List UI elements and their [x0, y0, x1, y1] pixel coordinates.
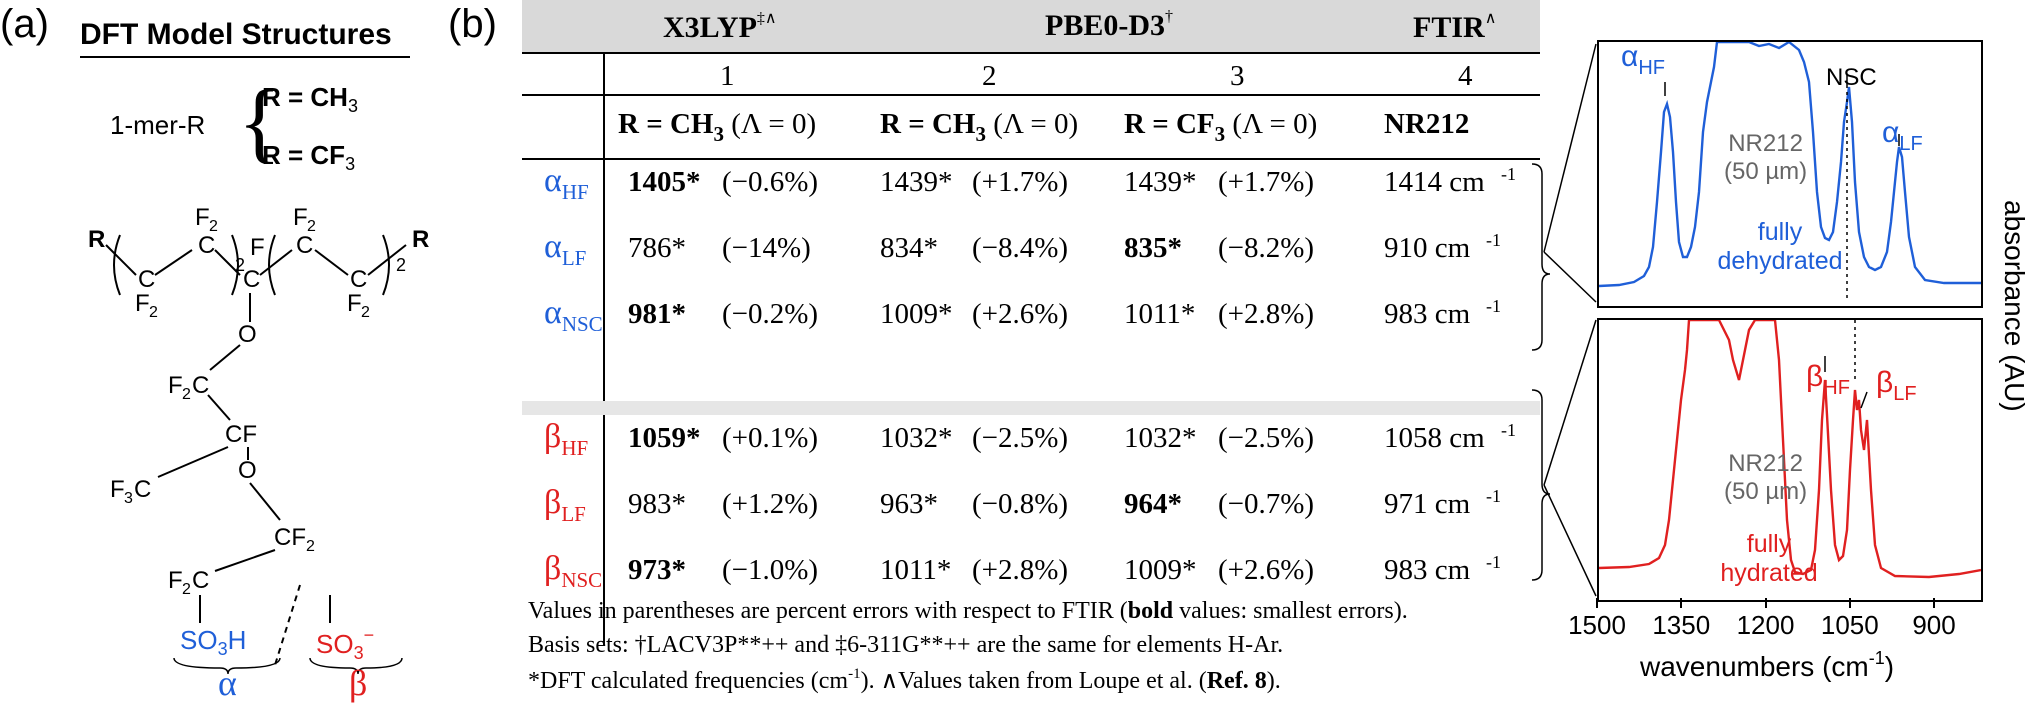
ftir-value: 1058 cm	[1384, 422, 1485, 454]
svg-text:2: 2	[209, 218, 218, 235]
ftir-value: 983 cm	[1384, 298, 1471, 330]
pbe0-ch3-error: (+1.7%)	[972, 166, 1069, 198]
alpha-symbol: α	[218, 663, 237, 703]
ftir-value: 1414 cm	[1384, 166, 1485, 198]
pbe0-ch3-value: 963*	[880, 488, 938, 520]
pbe0-ch3-error: (+2.8%)	[972, 554, 1069, 586]
panel-b-label: (b)	[448, 2, 497, 46]
x3lyp-ch3-value: 1059*	[628, 422, 701, 454]
ftir-unit-exponent: -1	[1486, 230, 1501, 250]
svg-text:2: 2	[306, 538, 315, 555]
pbe0-cf3-value: 1439*	[1124, 166, 1197, 198]
pbe0-ch3-value: 1439*	[880, 166, 953, 198]
pbe0-ch3-error: (−8.4%)	[972, 232, 1069, 264]
svg-text:F: F	[168, 372, 183, 399]
col-head-2: $R = CH_3$ (Λ = 0)	[880, 108, 1079, 146]
pbe0-cf3-value: 1011*	[1124, 298, 1196, 330]
hydrated-state-label: fully hydrated	[1720, 530, 1818, 587]
svg-text:C: C	[134, 476, 152, 503]
hydrated-sample-label: NR212 (50 µm)	[1724, 450, 1808, 505]
footnote-line-2: Basis sets: †LACV3P**++ and ‡6-311G**++ are the same for elements H-Ar.	[528, 632, 1284, 658]
svg-text:C: C	[192, 372, 210, 399]
zoom-connector-lines	[1540, 40, 1598, 600]
col-number-4: 4	[1458, 60, 1473, 92]
pbe0-ch3-error: (+2.6%)	[972, 298, 1069, 330]
panel-a-title-rule	[80, 56, 410, 58]
svg-text:F: F	[195, 204, 210, 231]
col-head-4: NR212	[1384, 108, 1470, 140]
pbe0-ch3-value: 1009*	[880, 298, 953, 330]
x3lyp-ch3-value: 1405*	[628, 166, 701, 198]
x-tick-label: 1050	[1820, 610, 1879, 640]
pbe0-cf3-error: (+1.7%)	[1218, 166, 1315, 198]
x3lyp-ch3-value: 981*	[628, 298, 686, 330]
pbe0-cf3-error: (−0.7%)	[1218, 488, 1315, 520]
footnote-line-3: *DFT calculated frequencies $(cm^{-1})$. ∧Values taken from Loupe et al. (Ref. 8).	[528, 666, 1281, 694]
polymer-structure-diagram	[80, 195, 440, 695]
x3lyp-ch3-error: (+0.1%)	[722, 422, 819, 454]
ftir-value: 971 cm	[1384, 488, 1471, 520]
sulfonate-label: $SO_3^-$	[316, 625, 375, 663]
svg-text:F: F	[135, 290, 150, 317]
x-tick-label: 1200	[1736, 610, 1795, 640]
row-label: $\beta_{NSC}$	[544, 550, 603, 592]
x3lyp-ch3-error: (+1.2%)	[722, 488, 819, 520]
beta-symbol: β	[349, 663, 368, 703]
col-head-1: $R = CH_3$ (Λ = 0)	[618, 108, 817, 146]
x-tick-mark	[1596, 598, 1598, 608]
pbe0-cf3-error: (−2.5%)	[1218, 422, 1315, 454]
svg-text:C: C	[198, 232, 216, 259]
pbe0-cf3-value: 964*	[1124, 488, 1182, 520]
svg-text:3: 3	[124, 490, 133, 507]
pbe0-ch3-error: (−0.8%)	[972, 488, 1069, 520]
r-ch3-label: $R = CH_3$	[262, 82, 358, 116]
table-rule-heads	[522, 158, 1540, 160]
svg-text:O: O	[238, 321, 257, 348]
svg-text:R: R	[412, 226, 430, 253]
x-tick-label: 900	[1912, 610, 1956, 640]
ftir-unit-exponent: -1	[1501, 420, 1516, 440]
svg-text:CF: CF	[225, 421, 257, 448]
row-label: $\beta_{LF}$	[544, 484, 586, 526]
ftir-unit-exponent: -1	[1486, 296, 1501, 316]
ftir-unit-exponent: -1	[1501, 164, 1516, 184]
x3lyp-ch3-value: 973*	[628, 554, 686, 586]
peak-beta-lf-label: $\beta_{LF}$	[1876, 366, 1917, 405]
x3lyp-ch3-value: 786*	[628, 232, 686, 264]
svg-text:O: O	[238, 457, 257, 484]
ftir-value: 983 cm	[1384, 554, 1471, 586]
svg-text:C: C	[192, 567, 210, 594]
group-pbe0-d3: PBE0-D3†	[1045, 8, 1173, 42]
svg-text:F: F	[168, 567, 183, 594]
mer-label: 1-mer-R	[110, 110, 206, 140]
svg-text:2: 2	[182, 581, 191, 598]
row-label: $\alpha_{NSC}$	[544, 294, 603, 336]
panel-a-label: (a)	[0, 2, 49, 46]
pbe0-cf3-value: 1009*	[1124, 554, 1197, 586]
pbe0-cf3-error: (+2.8%)	[1218, 298, 1315, 330]
col-number-3: 3	[1230, 60, 1245, 92]
nsc-label: NSC	[1826, 64, 1877, 91]
svg-text:R: R	[88, 226, 106, 253]
row-label: $\alpha_{HF}$	[544, 162, 589, 204]
group-ftir: FTIR∧	[1413, 10, 1497, 44]
svg-text:2: 2	[182, 386, 191, 403]
sulfonic-acid-label: $SO_3H$	[180, 625, 247, 659]
svg-text:CF: CF	[274, 524, 306, 551]
row-label: $\alpha_{LF}$	[544, 228, 587, 270]
r-cf3-label: $R = CF_3$	[262, 140, 356, 174]
peak-alpha-hf-label: $\alpha_{HF}$	[1621, 40, 1666, 79]
pbe0-ch3-value: 1032*	[880, 422, 953, 454]
pbe0-cf3-error: (+2.6%)	[1218, 554, 1315, 586]
svg-text:C: C	[296, 232, 314, 259]
peak-beta-hf-label: $\beta_{HF}$	[1806, 360, 1850, 399]
ftir-unit-exponent: -1	[1486, 552, 1501, 572]
peak-alpha-lf-label: $\alpha_{LF}$	[1882, 116, 1923, 155]
pbe0-cf3-error: (−8.2%)	[1218, 232, 1315, 264]
x-axis-label: wavenumbers $(cm^{-1})$	[1640, 648, 1895, 682]
ftir-unit-exponent: -1	[1486, 486, 1501, 506]
table-group-separator	[522, 401, 1540, 415]
table-rule-top	[522, 52, 1540, 54]
x-tick-mark	[1765, 598, 1767, 608]
x-tick-label: 1350	[1652, 610, 1711, 640]
dehydrated-state-label: fully dehydrated	[1717, 218, 1843, 275]
pbe0-cf3-value: 835*	[1124, 232, 1182, 264]
x3lyp-ch3-error: (−0.6%)	[722, 166, 819, 198]
pbe0-ch3-error: (−2.5%)	[972, 422, 1069, 454]
x-tick-label: 1500	[1568, 610, 1626, 640]
row-label: $\beta_{HF}$	[544, 418, 589, 460]
panel-a-title: DFT Model Structures	[80, 18, 392, 51]
x3lyp-ch3-error: (−14%)	[722, 232, 811, 264]
pbe0-ch3-value: 1011*	[880, 554, 952, 586]
svg-text:2: 2	[307, 218, 316, 235]
pbe0-ch3-value: 834*	[880, 232, 938, 264]
x-tick-mark	[1933, 598, 1935, 608]
svg-text:2: 2	[235, 255, 246, 275]
dehydrated-sample-label: NR212 (50 µm)	[1724, 130, 1808, 185]
col-head-3: $R = CF_3$ (Λ = 0)	[1124, 108, 1318, 146]
svg-text:F: F	[347, 290, 362, 317]
x-tick-mark	[1680, 598, 1682, 608]
col-number-1: 1	[720, 60, 735, 92]
footnote-line-1: Values in parentheses are percent errors with respect to FTIR (bold values: smallest errors).	[528, 598, 1408, 624]
group-x3lyp: X3LYP‡∧	[663, 10, 777, 44]
x-tick-mark	[1849, 598, 1851, 608]
svg-text:F: F	[110, 476, 125, 503]
svg-text:2: 2	[361, 304, 370, 321]
svg-text:2: 2	[149, 304, 158, 321]
x3lyp-ch3-value: 983*	[628, 488, 686, 520]
ftir-value: 910 cm	[1384, 232, 1471, 264]
svg-text:C: C	[243, 266, 261, 293]
y-axis-label: absorbance (AU)	[1999, 200, 2030, 412]
svg-text:2: 2	[396, 255, 407, 275]
brace-icon: {	[238, 73, 282, 172]
table-col-divider	[603, 52, 605, 440]
x3lyp-ch3-error: (−0.2%)	[722, 298, 819, 330]
x3lyp-ch3-error: (−1.0%)	[722, 554, 819, 586]
svg-text:C: C	[138, 266, 156, 293]
pbe0-cf3-value: 1032*	[1124, 422, 1197, 454]
svg-text:F: F	[250, 234, 265, 261]
table-rule-numbers	[522, 94, 1540, 96]
col-number-2: 2	[982, 60, 997, 92]
svg-text:F: F	[293, 204, 308, 231]
svg-text:C: C	[350, 266, 368, 293]
alpha-beta-brackets	[170, 656, 410, 676]
